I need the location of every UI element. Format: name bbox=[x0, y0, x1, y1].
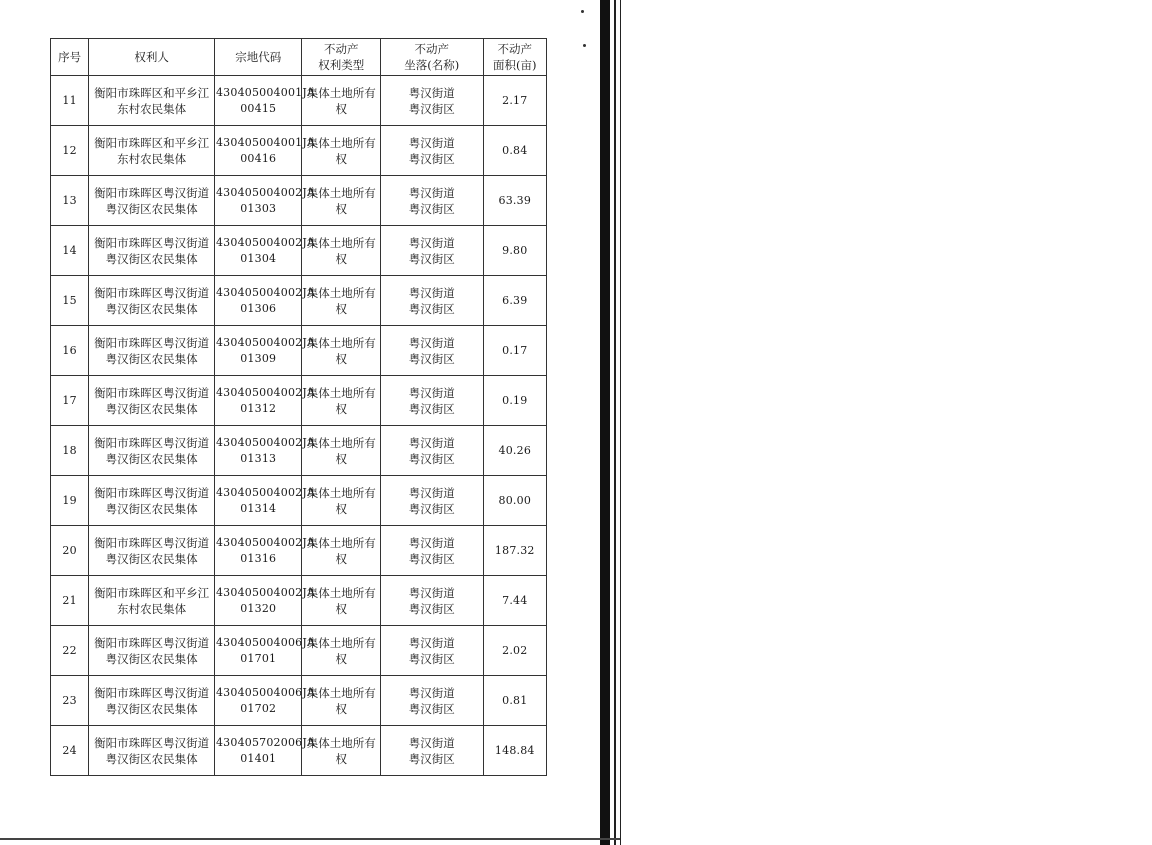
row-location-line1: 粤汉街道 bbox=[408, 335, 455, 350]
row-location-line1: 粤汉街道 bbox=[408, 485, 455, 500]
row-location-line2: 粤汉街区 bbox=[408, 351, 455, 366]
row-type-line2: 权 bbox=[335, 201, 347, 216]
row-no: 12 bbox=[51, 126, 89, 176]
row-owner bbox=[89, 276, 215, 326]
row-type-line2: 权 bbox=[335, 701, 347, 716]
row-type-line1: 集体土地所有 bbox=[306, 535, 376, 550]
row-location-line2: 粤汉街区 bbox=[408, 101, 455, 116]
row-area: 2.02 bbox=[483, 626, 546, 676]
row-location bbox=[380, 226, 483, 276]
row-area: 9.80 bbox=[483, 226, 546, 276]
row-location-line1: 粤汉街道 bbox=[408, 235, 455, 250]
row-type-line2: 权 bbox=[335, 401, 347, 416]
row-owner-line1: 衡阳市珠晖区粤汉街道 bbox=[94, 485, 210, 500]
row-owner-line2: 东村农民集体 bbox=[117, 101, 187, 116]
row-owner bbox=[89, 376, 215, 426]
row-parcel-code bbox=[214, 526, 316, 576]
table-row bbox=[51, 276, 547, 326]
row-area: 0.19 bbox=[483, 376, 546, 426]
row-location bbox=[380, 76, 483, 126]
row-no: 11 bbox=[51, 76, 89, 126]
table-row bbox=[51, 126, 547, 176]
row-owner-line2: 粤汉街区农民集体 bbox=[105, 351, 198, 366]
row-right-type bbox=[302, 226, 380, 276]
row-area: 148.84 bbox=[483, 726, 546, 776]
row-parcel-code bbox=[214, 326, 316, 376]
row-owner-line2: 东村农民集体 bbox=[117, 601, 187, 616]
scan-bottom-edge bbox=[0, 838, 620, 840]
header-area bbox=[483, 39, 546, 76]
table-row bbox=[51, 526, 547, 576]
row-type-line2: 权 bbox=[335, 351, 347, 366]
row-owner-line1: 衡阳市珠晖区和平乡江 bbox=[94, 85, 210, 100]
row-location-line1: 粤汉街道 bbox=[408, 85, 455, 100]
table-row bbox=[51, 226, 547, 276]
row-code-line1: 430405004002JA bbox=[215, 585, 316, 599]
row-owner bbox=[89, 476, 215, 526]
row-owner-line2: 粤汉街区农民集体 bbox=[105, 701, 198, 716]
row-type-line2: 权 bbox=[335, 151, 347, 166]
row-location-line1: 粤汉街道 bbox=[408, 185, 455, 200]
row-owner-line1: 衡阳市珠晖区粤汉街道 bbox=[94, 185, 210, 200]
row-no: 17 bbox=[51, 376, 89, 426]
row-code-line2: 01320 bbox=[240, 601, 277, 615]
row-code-line1: 430405004002JA bbox=[215, 535, 316, 549]
row-area: 0.17 bbox=[483, 326, 546, 376]
row-parcel-code bbox=[214, 476, 316, 526]
row-location-line2: 粤汉街区 bbox=[408, 451, 455, 466]
row-location bbox=[380, 476, 483, 526]
row-code-line2: 01309 bbox=[240, 351, 277, 365]
row-location-line2: 粤汉街区 bbox=[408, 301, 455, 316]
header-right-type-line1: 不动产 bbox=[323, 42, 359, 56]
row-no: 19 bbox=[51, 476, 89, 526]
row-owner bbox=[89, 326, 215, 376]
row-owner-line1: 衡阳市珠晖区粤汉街道 bbox=[94, 235, 210, 250]
row-parcel-code bbox=[214, 76, 316, 126]
row-no: 23 bbox=[51, 676, 89, 726]
row-type-line2: 权 bbox=[335, 101, 347, 116]
row-area: 6.39 bbox=[483, 276, 546, 326]
table-body bbox=[51, 76, 547, 776]
row-owner bbox=[89, 126, 215, 176]
row-right-type bbox=[302, 426, 380, 476]
row-code-line1: 430405004002JA bbox=[215, 385, 316, 399]
row-type-line2: 权 bbox=[335, 601, 347, 616]
table-row bbox=[51, 426, 547, 476]
row-owner-line1: 衡阳市珠晖区粤汉街道 bbox=[94, 635, 210, 650]
row-location-line1: 粤汉街道 bbox=[408, 385, 455, 400]
row-type-line1: 集体土地所有 bbox=[306, 85, 376, 100]
row-location-line2: 粤汉街区 bbox=[408, 751, 455, 766]
table-row bbox=[51, 626, 547, 676]
row-owner bbox=[89, 676, 215, 726]
row-location bbox=[380, 326, 483, 376]
row-owner-line2: 东村农民集体 bbox=[117, 151, 187, 166]
row-owner bbox=[89, 626, 215, 676]
row-location bbox=[380, 126, 483, 176]
row-location-line1: 粤汉街道 bbox=[408, 135, 455, 150]
row-code-line1: 430405004002JA bbox=[215, 185, 316, 199]
row-location bbox=[380, 176, 483, 226]
row-location-line1: 粤汉街道 bbox=[408, 685, 455, 700]
row-owner-line1: 衡阳市珠晖区粤汉街道 bbox=[94, 285, 210, 300]
row-owner-line2: 粤汉街区农民集体 bbox=[105, 301, 198, 316]
row-code-line1: 430405004002JA bbox=[215, 235, 316, 249]
row-code-line2: 00416 bbox=[240, 151, 277, 165]
row-code-line1: 430405004002JA bbox=[215, 485, 316, 499]
row-code-line1: 430405004002JA bbox=[215, 335, 316, 349]
row-parcel-code bbox=[214, 376, 316, 426]
row-right-type bbox=[302, 526, 380, 576]
row-right-type bbox=[302, 626, 380, 676]
row-location bbox=[380, 576, 483, 626]
table-row bbox=[51, 376, 547, 426]
row-owner-line2: 粤汉街区农民集体 bbox=[105, 251, 198, 266]
row-parcel-code bbox=[214, 126, 316, 176]
row-type-line1: 集体土地所有 bbox=[306, 735, 376, 750]
row-location bbox=[380, 376, 483, 426]
row-code-line2: 01316 bbox=[240, 551, 277, 565]
row-code-line2: 01304 bbox=[240, 251, 277, 265]
row-code-line2: 01312 bbox=[240, 401, 277, 415]
row-location bbox=[380, 626, 483, 676]
row-area: 7.44 bbox=[483, 576, 546, 626]
row-type-line2: 权 bbox=[335, 451, 347, 466]
header-parcel-code: 宗地代码 bbox=[214, 39, 302, 76]
row-right-type bbox=[302, 476, 380, 526]
row-owner-line2: 粤汉街区农民集体 bbox=[105, 751, 198, 766]
row-code-line1: 430405004006JA bbox=[215, 635, 316, 649]
row-code-line2: 00415 bbox=[240, 101, 277, 115]
row-owner-line2: 粤汉街区农民集体 bbox=[105, 401, 198, 416]
header-location bbox=[380, 39, 483, 76]
row-right-type bbox=[302, 126, 380, 176]
row-code-line2: 01701 bbox=[240, 651, 277, 665]
header-location-line1: 不动产 bbox=[414, 42, 449, 56]
table-row bbox=[51, 326, 547, 376]
row-owner bbox=[89, 576, 215, 626]
row-location bbox=[380, 726, 483, 776]
row-type-line2: 权 bbox=[335, 551, 347, 566]
row-type-line1: 集体土地所有 bbox=[306, 485, 376, 500]
row-no: 14 bbox=[51, 226, 89, 276]
row-code-line2: 01313 bbox=[240, 451, 277, 465]
row-location-line2: 粤汉街区 bbox=[408, 651, 455, 666]
row-code-line1: 430405004002JA bbox=[215, 435, 316, 449]
header-no: 序号 bbox=[51, 39, 89, 76]
row-area: 40.26 bbox=[483, 426, 546, 476]
row-location bbox=[380, 426, 483, 476]
row-type-line1: 集体土地所有 bbox=[306, 635, 376, 650]
row-owner-line2: 粤汉街区农民集体 bbox=[105, 551, 198, 566]
scan-edge-line bbox=[620, 0, 621, 845]
row-no: 22 bbox=[51, 626, 89, 676]
row-right-type bbox=[302, 576, 380, 626]
table-row bbox=[51, 76, 547, 126]
row-parcel-code bbox=[214, 626, 316, 676]
row-area: 0.81 bbox=[483, 676, 546, 726]
header-area-line1: 不动产 bbox=[497, 42, 533, 56]
row-right-type bbox=[302, 276, 380, 326]
row-type-line1: 集体土地所有 bbox=[306, 385, 376, 400]
row-parcel-code bbox=[214, 576, 316, 626]
row-area: 187.32 bbox=[483, 526, 546, 576]
row-owner-line2: 粤汉街区农民集体 bbox=[105, 201, 198, 216]
row-owner bbox=[89, 426, 215, 476]
row-no: 24 bbox=[51, 726, 89, 776]
table-row bbox=[51, 676, 547, 726]
row-location-line2: 粤汉街区 bbox=[408, 501, 455, 516]
row-parcel-code bbox=[214, 176, 316, 226]
row-location bbox=[380, 676, 483, 726]
row-location bbox=[380, 526, 483, 576]
row-right-type bbox=[302, 376, 380, 426]
header-owner: 权利人 bbox=[89, 39, 215, 76]
row-type-line1: 集体土地所有 bbox=[306, 685, 376, 700]
row-parcel-code bbox=[214, 726, 316, 776]
header-area-line2: 面积(亩) bbox=[493, 58, 537, 72]
row-owner-line1: 衡阳市珠晖区粤汉街道 bbox=[94, 535, 210, 550]
row-type-line1: 集体土地所有 bbox=[306, 185, 376, 200]
row-code-line1: 430405004001JA bbox=[215, 85, 316, 99]
row-code-line2: 01401 bbox=[240, 751, 277, 765]
row-code-line2: 01702 bbox=[240, 701, 277, 715]
row-code-line1: 430405004006JA bbox=[215, 685, 316, 699]
row-location-line1: 粤汉街道 bbox=[408, 635, 455, 650]
row-location-line2: 粤汉街区 bbox=[408, 251, 455, 266]
header-right-type bbox=[302, 39, 380, 76]
row-type-line1: 集体土地所有 bbox=[306, 335, 376, 350]
row-right-type bbox=[302, 676, 380, 726]
row-code-line2: 01303 bbox=[240, 201, 277, 215]
row-location-line2: 粤汉街区 bbox=[408, 151, 455, 166]
row-owner bbox=[89, 726, 215, 776]
row-owner bbox=[89, 526, 215, 576]
row-no: 21 bbox=[51, 576, 89, 626]
table-row bbox=[51, 726, 547, 776]
row-type-line1: 集体土地所有 bbox=[306, 135, 376, 150]
row-code-line2: 01314 bbox=[240, 501, 277, 515]
row-location bbox=[380, 276, 483, 326]
row-owner-line1: 衡阳市珠晖区粤汉街道 bbox=[94, 385, 210, 400]
row-owner-line1: 衡阳市珠晖区和平乡江 bbox=[94, 135, 210, 150]
row-location-line1: 粤汉街道 bbox=[408, 735, 455, 750]
scan-edge-line bbox=[614, 0, 616, 845]
row-no: 18 bbox=[51, 426, 89, 476]
row-type-line2: 权 bbox=[335, 501, 347, 516]
row-code-line1: 430405004002JA bbox=[215, 285, 316, 299]
row-code-line1: 430405004001JA bbox=[215, 135, 316, 149]
row-owner-line1: 衡阳市珠晖区粤汉街道 bbox=[94, 335, 210, 350]
row-location-line2: 粤汉街区 bbox=[408, 701, 455, 716]
row-type-line1: 集体土地所有 bbox=[306, 235, 376, 250]
row-location-line2: 粤汉街区 bbox=[408, 201, 455, 216]
row-parcel-code bbox=[214, 676, 316, 726]
table-header-row bbox=[51, 39, 547, 76]
table-row bbox=[51, 576, 547, 626]
land-rights-table bbox=[50, 38, 547, 776]
row-parcel-code bbox=[214, 276, 316, 326]
header-location-line2: 坐落(名称) bbox=[404, 58, 460, 72]
row-parcel-code bbox=[214, 226, 316, 276]
row-owner-line1: 衡阳市珠晖区粤汉街道 bbox=[94, 435, 210, 450]
row-type-line1: 集体土地所有 bbox=[306, 285, 376, 300]
row-location-line2: 粤汉街区 bbox=[408, 401, 455, 416]
row-right-type bbox=[302, 726, 380, 776]
row-location-line1: 粤汉街道 bbox=[408, 285, 455, 300]
row-location-line1: 粤汉街道 bbox=[408, 435, 455, 450]
row-location-line1: 粤汉街道 bbox=[408, 585, 455, 600]
row-type-line2: 权 bbox=[335, 651, 347, 666]
table-row bbox=[51, 476, 547, 526]
row-no: 15 bbox=[51, 276, 89, 326]
table-row bbox=[51, 176, 547, 226]
row-right-type bbox=[302, 176, 380, 226]
row-no: 16 bbox=[51, 326, 89, 376]
row-no: 20 bbox=[51, 526, 89, 576]
row-right-type bbox=[302, 326, 380, 376]
row-type-line1: 集体土地所有 bbox=[306, 585, 376, 600]
row-owner-line1: 衡阳市珠晖区粤汉街道 bbox=[94, 735, 210, 750]
row-location-line2: 粤汉街区 bbox=[408, 601, 455, 616]
row-owner bbox=[89, 226, 215, 276]
row-owner-line2: 粤汉街区农民集体 bbox=[105, 451, 198, 466]
row-owner-line1: 衡阳市珠晖区和平乡江 bbox=[94, 585, 210, 600]
row-code-line1: 430405702006JA bbox=[215, 735, 316, 749]
scan-edge-shadow bbox=[600, 0, 610, 845]
row-type-line1: 集体土地所有 bbox=[306, 435, 376, 450]
row-location-line2: 粤汉街区 bbox=[408, 551, 455, 566]
row-location-line1: 粤汉街道 bbox=[408, 535, 455, 550]
row-owner-line2: 粤汉街区农民集体 bbox=[105, 501, 198, 516]
row-type-line2: 权 bbox=[335, 301, 347, 316]
scan-speck bbox=[583, 44, 586, 47]
row-area: 63.39 bbox=[483, 176, 546, 226]
row-owner-line1: 衡阳市珠晖区粤汉街道 bbox=[94, 685, 210, 700]
row-owner bbox=[89, 176, 215, 226]
scan-speck bbox=[581, 10, 584, 13]
row-owner bbox=[89, 76, 215, 126]
row-area: 0.84 bbox=[483, 126, 546, 176]
row-code-line2: 01306 bbox=[240, 301, 277, 315]
row-parcel-code bbox=[214, 426, 316, 476]
header-right-type-line2: 权利类型 bbox=[318, 58, 365, 72]
row-no: 13 bbox=[51, 176, 89, 226]
row-area: 80.00 bbox=[483, 476, 546, 526]
row-type-line2: 权 bbox=[335, 751, 347, 766]
row-area: 2.17 bbox=[483, 76, 546, 126]
row-right-type bbox=[302, 76, 380, 126]
row-owner-line2: 粤汉街区农民集体 bbox=[105, 651, 198, 666]
row-type-line2: 权 bbox=[335, 251, 347, 266]
